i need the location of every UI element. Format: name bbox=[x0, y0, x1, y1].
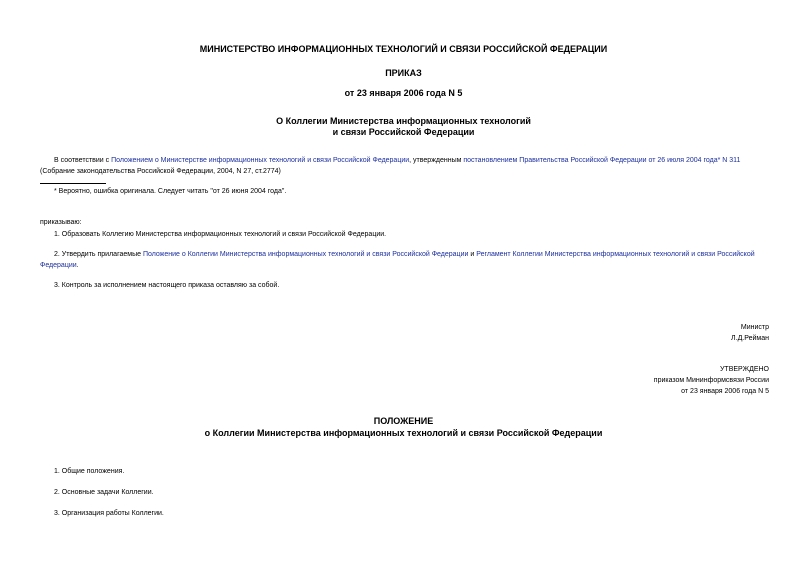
order-item-2-end: . bbox=[76, 262, 79, 269]
order-item-2-line1 bbox=[54, 250, 784, 260]
preamble-line1 bbox=[54, 156, 784, 166]
link-collegium-rules[interactable]: Регламент Коллегии Министерства информационных технологий и связи Российской bbox=[476, 251, 755, 258]
order-intro: приказываю: bbox=[40, 219, 82, 226]
approval-order: приказом Мининформсвязи России bbox=[653, 377, 769, 384]
order-date: от 23 января 2006 года N 5 bbox=[344, 88, 463, 98]
signature-title: Министр bbox=[740, 324, 769, 331]
order-item-2-text: 2. Утвердить прилагаемые bbox=[54, 251, 143, 258]
section-item: 2. Основные задачи Коллегии. bbox=[54, 489, 154, 496]
order-item-1: 1. Образовать Коллегию Министерства информационных технологий и связи Российской Федерации. bbox=[54, 231, 387, 238]
preamble-line2: (Собрание законодательства Российской Федерации, 2004, N 27, ст.2774) bbox=[40, 168, 281, 175]
signature-name: Л.Д.Рейман bbox=[731, 335, 769, 342]
preamble-link-government-decree[interactable]: постановлением Правительства Российской Федерации от 26 июля 2004 года* N 311 bbox=[463, 157, 741, 164]
footnote: * Вероятно, ошибка оригинала. Следует читать "от 26 июня 2004 года". bbox=[54, 188, 287, 195]
footnote-divider bbox=[40, 183, 106, 184]
order-item-2-line2 bbox=[40, 261, 79, 271]
approval-date: от 23 января 2006 года N 5 bbox=[681, 388, 769, 395]
section-item: 1. Общие положения. bbox=[54, 468, 125, 475]
approval-stamp: УТВЕРЖДЕНО bbox=[719, 366, 769, 373]
link-collegium-regulation[interactable]: Положение о Коллегии Министерства информационных технологий и связи Российской Федерации bbox=[142, 251, 469, 258]
link-collegium-rules-cont[interactable]: Федерации bbox=[40, 262, 77, 269]
preamble-text: , утвержденным bbox=[409, 157, 464, 164]
order-item-3: 3. Контроль за исполнением настоящего приказа оставляю за собой. bbox=[54, 282, 280, 289]
ministry-heading: МИНИСТЕРСТВО ИНФОРМАЦИОННЫХ ТЕХНОЛОГИЙ И СВЯЗИ РОССИЙСКОЙ ФЕДЕРАЦИИ bbox=[199, 44, 608, 54]
regulation-subtitle: о Коллегии Министерства информационных технологий и связи Российской Федерации bbox=[204, 428, 603, 438]
preamble-text: В соответствии с bbox=[54, 157, 112, 164]
order-subject-line2: и связи Российской Федерации bbox=[332, 127, 475, 137]
preamble-link-ministry-regulation[interactable]: Положением о Министерстве информационных технологий и связи Российской Федерации bbox=[111, 157, 410, 164]
order-subject-line1: О Коллегии Министерства информационных технологий bbox=[276, 116, 531, 126]
order-item-2-text: и bbox=[468, 251, 477, 258]
section-item: 3. Организация работы Коллегии. bbox=[54, 510, 164, 517]
regulation-title: ПОЛОЖЕНИЕ bbox=[373, 416, 434, 426]
doc-type: ПРИКАЗ bbox=[385, 68, 422, 78]
